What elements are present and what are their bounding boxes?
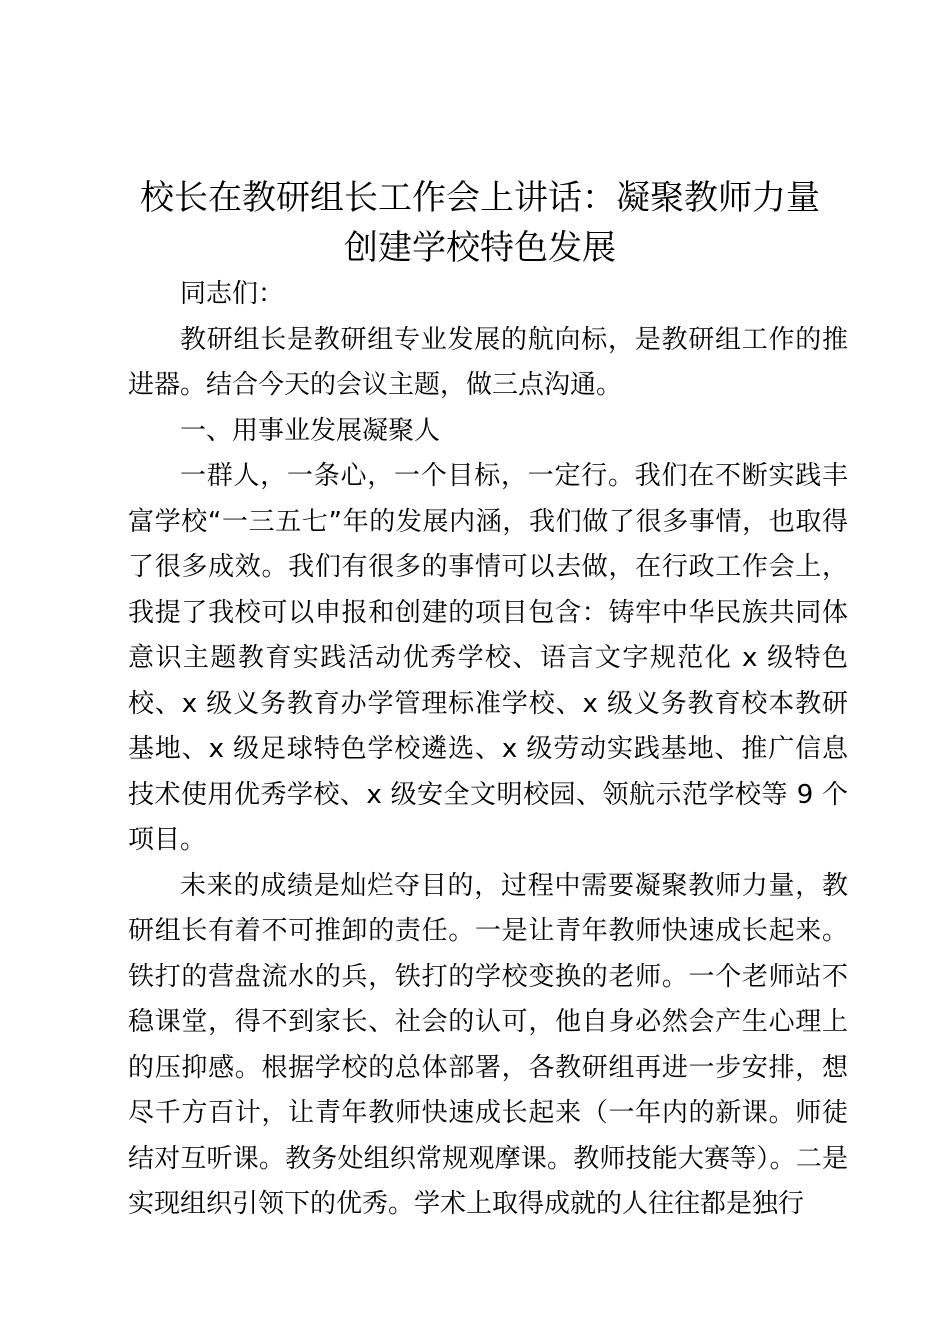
salutation: 同志们：	[180, 279, 285, 309]
paragraph-intro: 教研组长是教研组专业发展的航向标，是教研组工作的推进器。结合今天的会议主题，做三点沟通。	[128, 324, 848, 400]
document-title-line-2: 创建学校特色发展	[344, 228, 616, 268]
paragraph-section-1-continued: 未来的成绩是灿烂夺目的，过程中需要凝聚教师力量，教研组长有着不可推卸的责任。一是让青年教师快速成长起来。铁打的营盘流水的兵，铁打的学校变换的老师。一个老师站不稳课堂，得不到家长、社会的认可，他自身必然会产生心理上的压抑感。根据学校的总体部署，各教研组再进一步安排，想尽千方百计，让青年教师快速成长起来（一年内的新课。师徒结对互听课。教务处组织常规观摩课。教师技能大赛等）。二是实现组织引领下的优秀。学术上取得成就的人往往都是独行	[128, 870, 848, 1219]
document-title-line-1: 校长在教研组长工作会上讲话：凝聚教师力量	[140, 178, 820, 218]
document-body	[128, 272, 848, 1228]
paragraph-section-1: 一群人，一条心，一个目标，一定行。我们在不断实践丰富学校“一三五七”年的发展内涵，我们做了很多事情，也取得了很多成效。我们有很多的事情可以去做，在行政工作会上，我提了我校可以申报和创建的项目包含：铸牢中华民族共同体意识主题教育实践活动优秀学校、语言文字规范化 x 级特色校、x 级义务教育办学管理标准学校、x 级义务教育校本教研基地、x 级足球特色学校遴选、x 级劳动实践基地、推广信息技术使用优秀学校、x 级安全文明校园、领航示范学校等 9 个项目。	[128, 461, 848, 855]
section-heading-1: 一、用事业发展凝聚人	[180, 415, 441, 446]
